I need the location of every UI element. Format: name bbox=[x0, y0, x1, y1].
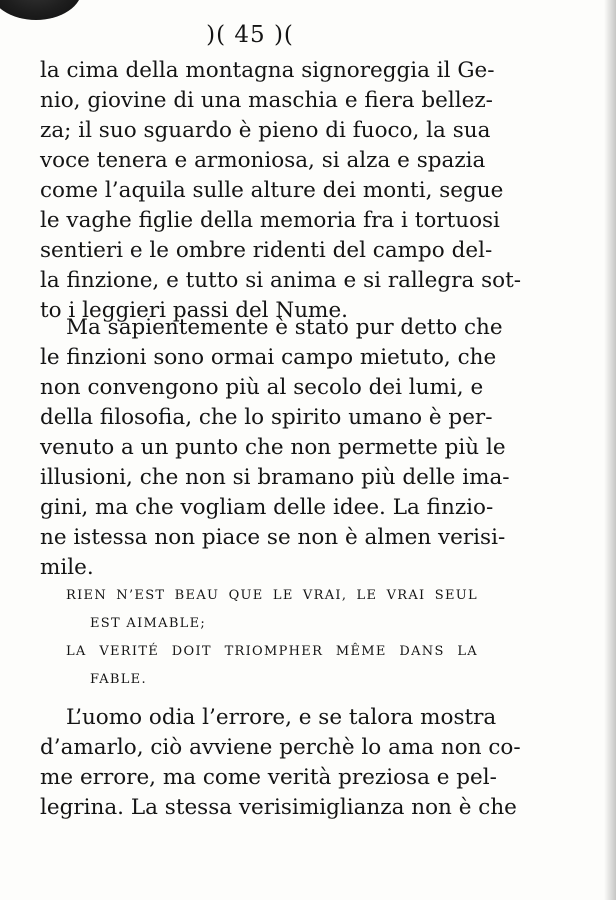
text-line: ne istessa non piace se non è almen verisi- bbox=[40, 525, 506, 550]
text-line: le vaghe figlie della memoria fra i tortuosi bbox=[40, 208, 500, 233]
text-line: sentieri e le ombre ridenti del campo del- bbox=[40, 238, 493, 263]
text-line: legrina. La stessa verisimiglianza non è che bbox=[40, 795, 517, 820]
paragraph-3 bbox=[40, 703, 521, 823]
text-line: L’uomo odia l’errore, e se talora mostra bbox=[66, 705, 497, 730]
paragraph-2 bbox=[40, 313, 510, 583]
french-quotation bbox=[66, 582, 478, 694]
text-line: della filosofia, che lo spirito umano è per- bbox=[40, 405, 493, 430]
text-line: d’amarlo, ciò avviene perchè lo ama non co- bbox=[40, 735, 521, 760]
text-line: venuto a un punto che non permette più le bbox=[40, 435, 506, 460]
corner-stain bbox=[0, 0, 82, 20]
text-line: gini, ma che vogliam delle idee. La finzio- bbox=[40, 495, 494, 520]
quote-line: EST AIMABLE; bbox=[90, 616, 207, 631]
text-line: le finzioni sono ormai campo mietuto, che bbox=[40, 345, 497, 370]
page-number: )( 45 )( bbox=[206, 22, 294, 48]
text-line: mile. bbox=[40, 555, 94, 580]
quote-line: RIEN N’EST BEAU QUE LE VRAI, LE VRAI SEUL bbox=[66, 588, 478, 603]
paragraph-1 bbox=[40, 56, 521, 326]
text-line: la finzione, e tutto si anima e si rallegra sot- bbox=[40, 268, 521, 293]
text-line: voce tenera e armoniosa, si alza e spazia bbox=[40, 148, 486, 173]
quote-line: LA VERITÉ DOIT TRIOMPHER MÊME DANS LA bbox=[66, 644, 478, 659]
text-line: za; il suo sguardo è pieno di fuoco, la sua bbox=[40, 118, 491, 143]
text-line: to i leggieri passi del Nume. bbox=[40, 298, 349, 323]
quote-line: FABLE. bbox=[90, 672, 147, 687]
text-line: illusioni, che non si bramano più delle ima- bbox=[40, 465, 510, 490]
page-edge-shadow bbox=[604, 0, 616, 900]
text-line: la cima della montagna signoreggia il Ge- bbox=[40, 58, 495, 83]
text-line: come l’aquila sulle alture dei monti, segue bbox=[40, 178, 504, 203]
text-line: Ma sapientemente è stato pur detto che bbox=[66, 315, 503, 340]
text-line: nio, giovine di una maschia e fiera bellez- bbox=[40, 88, 493, 113]
text-line: non convengono più al secolo dei lumi, e bbox=[40, 375, 484, 400]
text-line: me errore, ma come verità preziosa e pel- bbox=[40, 765, 497, 790]
